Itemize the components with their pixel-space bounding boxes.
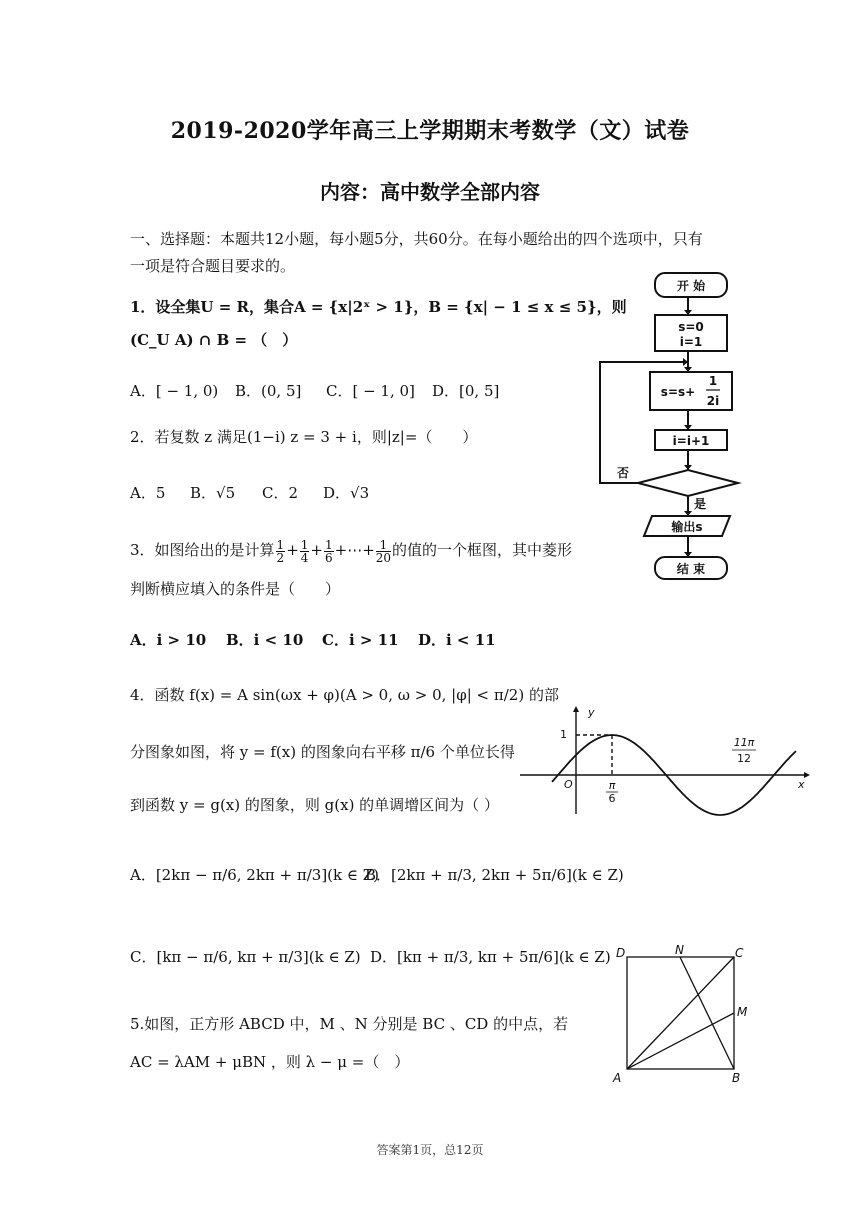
vertex-d-label: D	[616, 946, 626, 960]
flow-update-s-den: 2i	[706, 394, 720, 408]
flow-end-label: 结 束	[676, 562, 706, 576]
q1-option-c[interactable]: C．[ − 1, 0]	[326, 382, 415, 400]
q1-option-d[interactable]: D．[0, 5]	[432, 382, 500, 400]
section-heading-line2: 一项是符合题目要求的。	[130, 257, 296, 275]
q4-stem-line1: 4．函数 f(x) = A sin(ωx + φ)(A > 0, ω > 0, |φ| < π/2) 的部	[130, 686, 559, 704]
q4-option-d[interactable]: D．[kπ + π/3, kπ + 5π/6](k ∈ Z)	[370, 948, 611, 966]
vertex-c-label: C	[735, 946, 744, 960]
q3-option-c[interactable]: C．i > 11	[322, 631, 399, 649]
graph-tick-11pi12-den: 12	[737, 752, 751, 765]
q4-option-b[interactable]: B．[2kπ + π/3, 2kπ + 5π/6](k ∈ Z)	[365, 866, 624, 884]
q3-stem-pre: 3．如图给出的是计算	[130, 541, 275, 559]
page-subtitle: 内容：高中数学全部内容	[320, 180, 540, 204]
flow-update-s-label: s=s+	[660, 385, 696, 399]
q3-option-d[interactable]: D．i < 11	[418, 631, 496, 649]
q3-option-a[interactable]: A．i > 10	[130, 631, 207, 649]
point-m-label: M	[737, 1005, 748, 1019]
q3-option-b[interactable]: B．i < 10	[226, 631, 304, 649]
section-heading-line1: 一、选择题：本题共12小题，每小题5分，共60分。在每小题给出的四个选项中，只有	[130, 230, 703, 248]
q1-stem-line2: (C_U A) ∩ B = （ ）	[130, 331, 298, 349]
q4-option-a[interactable]: A．[2kπ − π/6, 2kπ + π/3](k ∈ Z)	[130, 866, 380, 884]
flow-start-label: 开 始	[676, 279, 706, 293]
q2-option-d[interactable]: D．√3	[323, 484, 370, 502]
q3-fraction-3: $\frac{1}{6}$	[324, 537, 333, 565]
page-footer: 答案第1页，总12页	[376, 1143, 484, 1157]
flowchart-figure	[590, 268, 750, 593]
q3-fraction-4: $\frac{1}{20}$	[375, 537, 392, 565]
flow-init-s: s=0	[678, 320, 704, 334]
segment-bn	[680, 957, 734, 1069]
flow-update-s-num: 1	[708, 374, 718, 388]
flow-no-label: 否	[616, 466, 630, 480]
page-title: 2019-2020学年高三上学期期末考数学（文）试卷	[170, 118, 690, 144]
q2-option-a[interactable]: A．5	[130, 484, 166, 502]
q2-option-c[interactable]: C．2	[262, 484, 299, 502]
graph-one-label: 1	[560, 728, 567, 741]
q1-option-b[interactable]: B．(0, 5]	[235, 382, 302, 400]
graph-tick-pi6-num: π	[608, 779, 616, 792]
flow-decision-diamond	[638, 470, 738, 496]
q3-stem: 3．如图给出的是计算 $\frac{1}{2}$ + $\frac{1}{4}$ + $\frac{1}{6}$ +⋯+ $\frac{1}{20}$ 的值的一个框图，其中菱形	[130, 537, 573, 565]
q3-fraction-2: $\frac{1}{4}$	[300, 537, 309, 565]
graph-y-label: y	[588, 706, 595, 719]
flow-update-i-label: i=i+1	[672, 434, 710, 448]
graph-origin-label: O	[564, 778, 573, 791]
q5-stem-line2: AC = λAM + μBN ，则 λ − μ =（ ）	[130, 1053, 410, 1071]
q3-stem-post: 的值的一个框图，其中菱形	[392, 541, 573, 559]
graph-x-label: x	[798, 778, 805, 791]
vertex-b-label: B	[732, 1071, 741, 1085]
graph-tick-pi6-den: 6	[608, 792, 616, 805]
graph-tick-11pi12-num: 11π	[733, 736, 755, 749]
flow-init-i: i=1	[679, 335, 703, 349]
q2-option-b[interactable]: B．√5	[190, 484, 236, 502]
q3-stem-line2: 判断横应填入的条件是（ ）	[130, 580, 341, 598]
vertex-a-label: A	[613, 1071, 622, 1085]
segment-ac	[627, 957, 734, 1069]
segment-am	[627, 1013, 734, 1069]
q1-stem-line1: 1．设全集U = R，集合A = {x|2ˣ > 1}，B = {x| − 1 ≤ x ≤ 5}，则	[130, 298, 627, 316]
square-figure	[608, 940, 756, 1088]
q2-stem: 2．若复数 z 满足(1−i) z = 3 + i，则|z|=（ ）	[130, 428, 478, 446]
q3-fraction-1: $\frac{1}{2}$	[276, 537, 285, 565]
q4-stem-line3: 到函数 y = g(x) 的图象，则 g(x) 的单调增区间为（ ）	[130, 796, 499, 814]
point-n-label: N	[675, 943, 684, 957]
flow-output-label: 输出s	[671, 520, 703, 534]
flow-yes-label: 是	[693, 497, 707, 511]
q4-option-c[interactable]: C．[kπ − π/6, kπ + π/3](k ∈ Z)	[130, 948, 361, 966]
sine-graph-figure	[512, 706, 814, 818]
q1-option-a[interactable]: A．[ − 1, 0)	[130, 382, 219, 400]
q4-stem-line2: 分图象如图，将 y = f(x) 的图象向右平移 π/6 个单位长得	[130, 743, 515, 761]
q5-stem-line1: 5.如图，正方形 ABCD 中，M 、N 分别是 BC 、CD 的中点，若	[130, 1015, 569, 1033]
